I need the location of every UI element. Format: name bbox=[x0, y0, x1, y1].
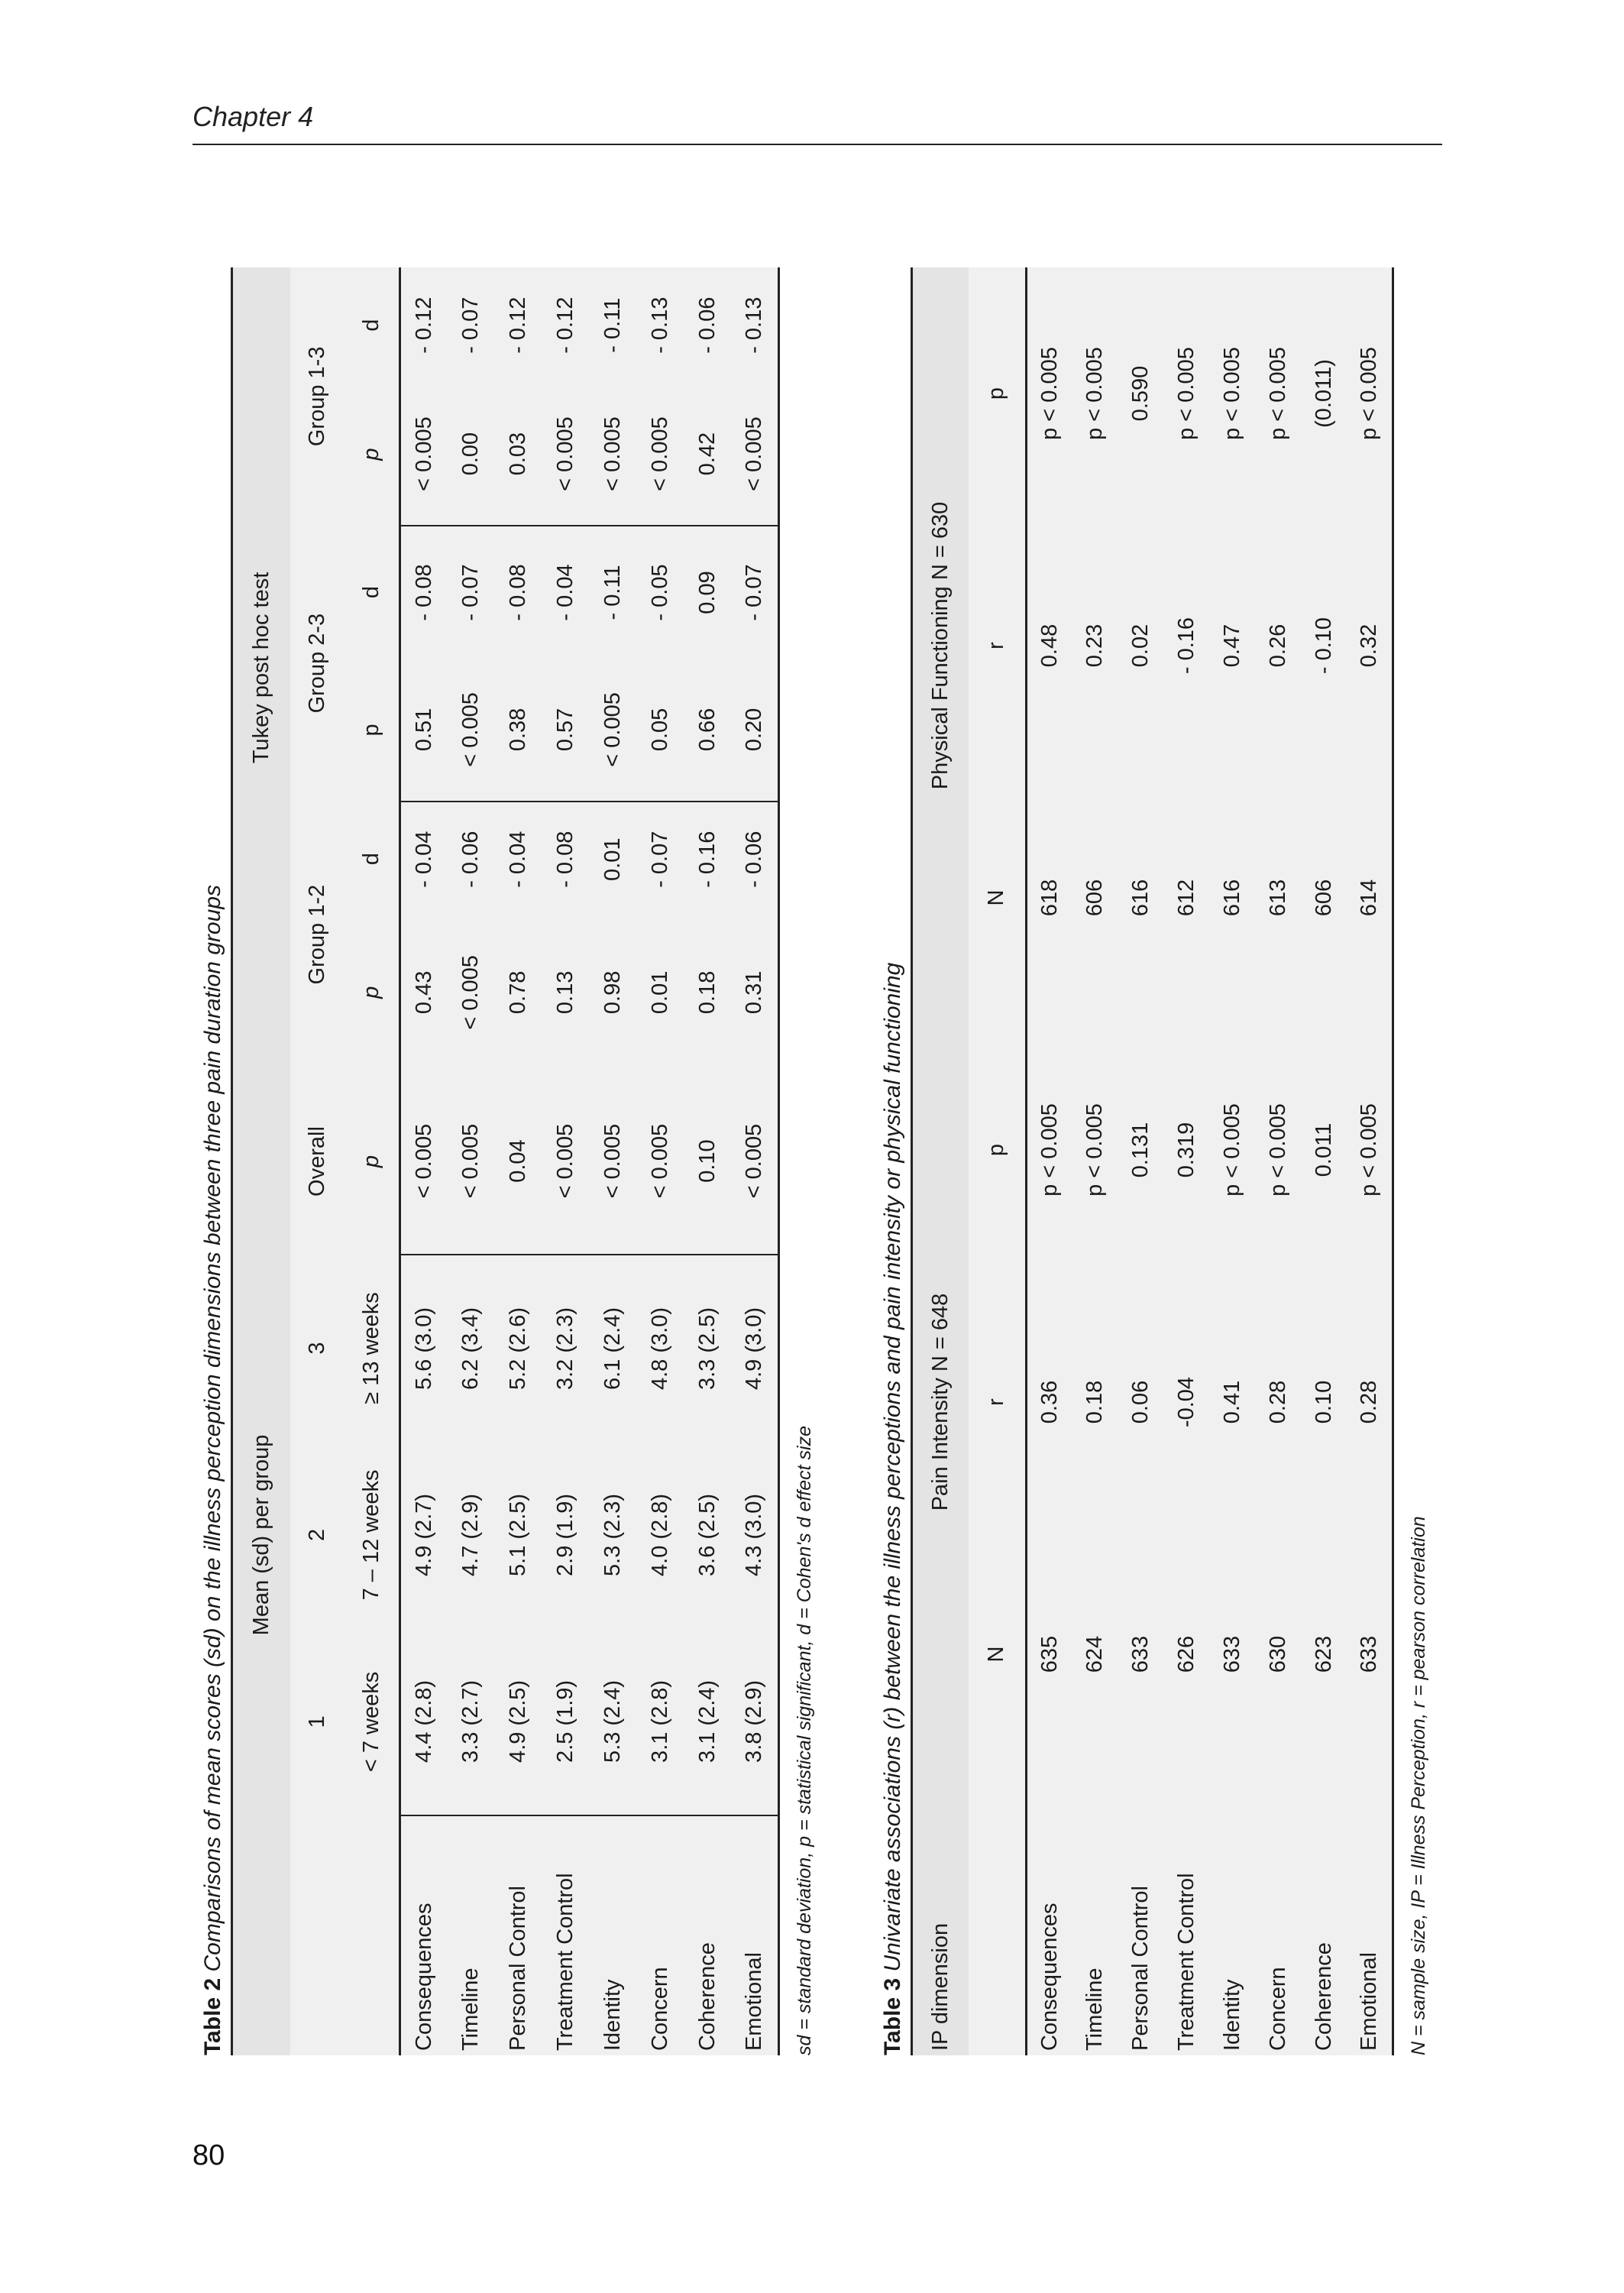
cell: - 0.06 bbox=[448, 802, 495, 917]
cell: - 0.12 bbox=[400, 267, 448, 383]
table-row bbox=[1210, 267, 1256, 2055]
cell: - 0.05 bbox=[637, 526, 684, 659]
table2-p12-label: p bbox=[345, 917, 400, 1068]
cell: p < 0.005 bbox=[1347, 1024, 1393, 1276]
cell: < 0.005 bbox=[542, 1068, 590, 1255]
cell: 614 bbox=[1347, 772, 1393, 1024]
cell: 633 bbox=[1347, 1528, 1393, 1780]
cell: < 0.005 bbox=[448, 1068, 495, 1255]
cell: p < 0.005 bbox=[1072, 1024, 1118, 1276]
table-row bbox=[495, 267, 542, 2055]
cell: - 0.10 bbox=[1302, 520, 1347, 772]
table3-caption-text: Univariate associations (r) between the illness perceptions and pain intensity or physical functioning bbox=[880, 962, 905, 1972]
table2 bbox=[231, 267, 780, 2055]
table-row bbox=[1302, 267, 1347, 2055]
cell: 2.9 (1.9) bbox=[542, 1442, 590, 1628]
cell: 633 bbox=[1210, 1528, 1256, 1780]
cell: < 0.005 bbox=[637, 1068, 684, 1255]
cell: - 0.04 bbox=[400, 802, 448, 917]
table3-note: N = sample size, IP = Illness Perception, r = pearson correlation bbox=[1408, 1516, 1429, 2055]
table2-group1-num: 1 bbox=[290, 1628, 345, 1815]
cell: 0.18 bbox=[1072, 1276, 1118, 1528]
cell: < 0.005 bbox=[448, 659, 495, 801]
cell: 0.011 bbox=[1302, 1024, 1347, 1276]
row-label: Personal Control bbox=[1118, 1780, 1164, 2055]
table2-d23-label: d bbox=[345, 526, 400, 659]
table2-group13: Group 1-3 bbox=[290, 267, 345, 526]
row-label: Consequences bbox=[1027, 1780, 1072, 2055]
cell: < 0.005 bbox=[448, 917, 495, 1068]
cell: 4.9 (3.0) bbox=[732, 1255, 779, 1441]
row-label: Treatment Control bbox=[1164, 1780, 1210, 2055]
table3-pain-header: Pain Intensity N = 648 bbox=[912, 1024, 969, 1780]
cell: 0.48 bbox=[1027, 520, 1072, 772]
cell: - 0.11 bbox=[590, 526, 637, 659]
table2-group2-num: 2 bbox=[290, 1442, 345, 1628]
cell: p < 0.005 bbox=[1347, 267, 1393, 520]
table2-corner bbox=[232, 1815, 290, 2055]
cell: 624 bbox=[1072, 1528, 1118, 1780]
row-label: Coherence bbox=[1302, 1780, 1347, 2055]
table2-range1: < 7 weeks bbox=[345, 1628, 400, 1815]
cell: 635 bbox=[1027, 1528, 1072, 1780]
cell: - 0.11 bbox=[590, 267, 637, 383]
cell: 4.7 (2.9) bbox=[448, 1442, 495, 1628]
cell: 0.28 bbox=[1256, 1276, 1302, 1528]
cell: 616 bbox=[1210, 772, 1256, 1024]
table2-block bbox=[200, 267, 816, 2055]
cell: < 0.005 bbox=[590, 1068, 637, 1255]
cell: - 0.12 bbox=[542, 267, 590, 383]
table3-label: Table 3 bbox=[880, 1977, 905, 2055]
table2-group23: Group 2-3 bbox=[290, 526, 345, 802]
cell: - 0.06 bbox=[684, 267, 732, 383]
table-row bbox=[684, 267, 732, 2055]
cell: 0.09 bbox=[684, 526, 732, 659]
cell: 616 bbox=[1118, 772, 1164, 1024]
row-label: Treatment Control bbox=[542, 1815, 590, 2055]
cell: 6.2 (3.4) bbox=[448, 1255, 495, 1441]
page-number: 80 bbox=[192, 2139, 225, 2172]
cell: 612 bbox=[1164, 772, 1210, 1024]
cell: 0.47 bbox=[1210, 520, 1256, 772]
cell: p < 0.005 bbox=[1210, 267, 1256, 520]
row-label: Emotional bbox=[1347, 1780, 1393, 2055]
table2-caption-text: Comparisons of mean scores (sd) on the illness perception dimensions between three pain duration groups bbox=[200, 885, 225, 1972]
cell: 606 bbox=[1072, 772, 1118, 1024]
cell: 3.8 (2.9) bbox=[732, 1628, 779, 1815]
table2-group3-num: 3 bbox=[290, 1255, 345, 1441]
cell: 0.01 bbox=[637, 917, 684, 1068]
cell: 0.13 bbox=[542, 917, 590, 1068]
cell: 0.01 bbox=[590, 802, 637, 917]
cell: p < 0.005 bbox=[1027, 267, 1072, 520]
table-row bbox=[732, 267, 779, 2055]
cell: p < 0.005 bbox=[1256, 267, 1302, 520]
cell: 0.32 bbox=[1347, 520, 1393, 772]
cell: - 0.04 bbox=[495, 802, 542, 917]
table2-p23-label: p bbox=[345, 659, 400, 801]
cell: 0.42 bbox=[684, 383, 732, 525]
table2-label: Table 2 bbox=[200, 1977, 225, 2055]
table3-col-n1: N bbox=[969, 1528, 1027, 1780]
row-label: Concern bbox=[637, 1815, 684, 2055]
cell: - 0.16 bbox=[684, 802, 732, 917]
table3-col-p1: p bbox=[969, 1024, 1027, 1276]
table3-col-n2: N bbox=[969, 772, 1027, 1024]
cell: p < 0.005 bbox=[1210, 1024, 1256, 1276]
table2-blank bbox=[290, 1815, 345, 2055]
row-label: Concern bbox=[1256, 1780, 1302, 2055]
cell: 0.131 bbox=[1118, 1024, 1164, 1276]
cell: 0.00 bbox=[448, 383, 495, 525]
cell: 0.78 bbox=[495, 917, 542, 1068]
cell: - 0.04 bbox=[542, 526, 590, 659]
table3-col-p2: p bbox=[969, 267, 1027, 520]
cell: 613 bbox=[1256, 772, 1302, 1024]
cell: -0.04 bbox=[1164, 1276, 1210, 1528]
cell: 0.10 bbox=[684, 1068, 732, 1255]
cell: 4.9 (2.5) bbox=[495, 1628, 542, 1815]
table-row bbox=[1072, 267, 1118, 2055]
table-row bbox=[448, 267, 495, 2055]
cell: 0.51 bbox=[400, 659, 448, 801]
row-label: Identity bbox=[1210, 1780, 1256, 2055]
row-label: Identity bbox=[590, 1815, 637, 2055]
cell: - 0.13 bbox=[637, 267, 684, 383]
cell: 5.6 (3.0) bbox=[400, 1255, 448, 1441]
cell: < 0.005 bbox=[590, 383, 637, 525]
chapter-header: Chapter 4 bbox=[192, 101, 314, 132]
cell: 0.57 bbox=[542, 659, 590, 801]
cell: - 0.07 bbox=[637, 802, 684, 917]
cell: 633 bbox=[1118, 1528, 1164, 1780]
cell: p < 0.005 bbox=[1027, 1024, 1072, 1276]
cell: 626 bbox=[1164, 1528, 1210, 1780]
table2-group-header: Mean (sd) per group bbox=[232, 1255, 290, 1815]
cell: 0.28 bbox=[1347, 1276, 1393, 1528]
cell: 5.3 (2.4) bbox=[590, 1628, 637, 1815]
table-row bbox=[542, 267, 590, 2055]
cell: - 0.06 bbox=[732, 802, 779, 917]
cell: < 0.005 bbox=[400, 1068, 448, 1255]
table2-overall-p: p bbox=[345, 1068, 400, 1255]
cell: < 0.005 bbox=[590, 659, 637, 801]
table2-note: sd = standard deviation, p = statistical significant, d = Cohen's d effect size bbox=[794, 1426, 815, 2055]
cell: 0.36 bbox=[1027, 1276, 1072, 1528]
table2-overall-label: Overall bbox=[290, 1068, 345, 1255]
cell: < 0.005 bbox=[400, 383, 448, 525]
row-label: Personal Control bbox=[495, 1815, 542, 2055]
cell: 0.43 bbox=[400, 917, 448, 1068]
table-row bbox=[400, 267, 448, 2055]
cell: 0.31 bbox=[732, 917, 779, 1068]
row-label: Consequences bbox=[400, 1815, 448, 2055]
table2-blank-2 bbox=[345, 1815, 400, 2055]
cell: p < 0.005 bbox=[1164, 267, 1210, 520]
table2-overall-spacer bbox=[232, 1068, 290, 1255]
cell: - 0.13 bbox=[732, 267, 779, 383]
table-row bbox=[1347, 267, 1393, 2055]
cell: 0.23 bbox=[1072, 520, 1118, 772]
cell: - 0.12 bbox=[495, 267, 542, 383]
cell: 0.66 bbox=[684, 659, 732, 801]
table2-d13-label: d bbox=[345, 267, 400, 383]
cell: 5.1 (2.5) bbox=[495, 1442, 542, 1628]
cell: 3.3 (2.7) bbox=[448, 1628, 495, 1815]
cell: 0.26 bbox=[1256, 520, 1302, 772]
cell: < 0.005 bbox=[732, 1068, 779, 1255]
table2-range3: ≥ 13 weeks bbox=[345, 1255, 400, 1441]
table3-ip-header: IP dimension bbox=[912, 1780, 969, 2055]
cell: < 0.005 bbox=[542, 383, 590, 525]
cell: - 0.07 bbox=[448, 526, 495, 659]
cell: 3.1 (2.8) bbox=[637, 1628, 684, 1815]
cell: < 0.005 bbox=[637, 383, 684, 525]
cell: 3.2 (2.3) bbox=[542, 1255, 590, 1441]
cell: - 0.07 bbox=[448, 267, 495, 383]
table2-p13-label: p bbox=[345, 383, 400, 525]
table-row bbox=[1027, 267, 1072, 2055]
table-row bbox=[590, 267, 637, 2055]
cell: 0.98 bbox=[590, 917, 637, 1068]
cell: 4.9 (2.7) bbox=[400, 1442, 448, 1628]
cell: 0.590 bbox=[1118, 267, 1164, 520]
cell: 0.04 bbox=[495, 1068, 542, 1255]
table3-col-r2: r bbox=[969, 520, 1027, 772]
table2-group12: Group 1-2 bbox=[290, 802, 345, 1068]
cell: 606 bbox=[1302, 772, 1347, 1024]
table3-block bbox=[880, 267, 1430, 2055]
cell: 0.20 bbox=[732, 659, 779, 801]
cell: 5.3 (2.3) bbox=[590, 1442, 637, 1628]
table2-caption bbox=[200, 267, 226, 2055]
cell: - 0.08 bbox=[400, 526, 448, 659]
table3 bbox=[911, 267, 1394, 2055]
cell: 0.18 bbox=[684, 917, 732, 1068]
table-row bbox=[1118, 267, 1164, 2055]
table-row bbox=[637, 267, 684, 2055]
cell: - 0.08 bbox=[542, 802, 590, 917]
cell: < 0.005 bbox=[732, 383, 779, 525]
table3-caption bbox=[880, 267, 906, 2055]
table2-d12-label: d bbox=[345, 802, 400, 917]
cell: 623 bbox=[1302, 1528, 1347, 1780]
cell: - 0.07 bbox=[732, 526, 779, 659]
cell: 0.06 bbox=[1118, 1276, 1164, 1528]
cell: 0.319 bbox=[1164, 1024, 1210, 1276]
cell: 0.02 bbox=[1118, 520, 1164, 772]
table2-range2: 7 – 12 weeks bbox=[345, 1442, 400, 1628]
row-label: Coherence bbox=[684, 1815, 732, 2055]
cell: 0.41 bbox=[1210, 1276, 1256, 1528]
cell: 0.10 bbox=[1302, 1276, 1347, 1528]
cell: 0.38 bbox=[495, 659, 542, 801]
cell: (0.011) bbox=[1302, 267, 1347, 520]
table3-blank bbox=[969, 1780, 1027, 2055]
cell: p < 0.005 bbox=[1256, 1024, 1302, 1276]
cell: 0.05 bbox=[637, 659, 684, 801]
cell: 4.8 (3.0) bbox=[637, 1255, 684, 1441]
cell: 4.0 (2.8) bbox=[637, 1442, 684, 1628]
cell: - 0.08 bbox=[495, 526, 542, 659]
header-rule bbox=[192, 144, 1442, 145]
row-label: Emotional bbox=[732, 1815, 779, 2055]
cell: 618 bbox=[1027, 772, 1072, 1024]
cell: - 0.16 bbox=[1164, 520, 1210, 772]
cell: 3.3 (2.5) bbox=[684, 1255, 732, 1441]
cell: 3.6 (2.5) bbox=[684, 1442, 732, 1628]
cell: p < 0.005 bbox=[1072, 267, 1118, 520]
table3-col-r1: r bbox=[969, 1276, 1027, 1528]
cell: 6.1 (2.4) bbox=[590, 1255, 637, 1441]
cell: 0.03 bbox=[495, 383, 542, 525]
cell: 4.3 (3.0) bbox=[732, 1442, 779, 1628]
row-label: Timeline bbox=[448, 1815, 495, 2055]
cell: 3.1 (2.4) bbox=[684, 1628, 732, 1815]
cell: 4.4 (2.8) bbox=[400, 1628, 448, 1815]
table-row bbox=[1256, 267, 1302, 2055]
table-row bbox=[1164, 267, 1210, 2055]
table2-tukey-header: Tukey post hoc test bbox=[232, 267, 290, 1068]
row-label: Timeline bbox=[1072, 1780, 1118, 2055]
cell: 5.2 (2.6) bbox=[495, 1255, 542, 1441]
table3-phys-header: Physical Functioning N = 630 bbox=[912, 267, 969, 1024]
cell: 630 bbox=[1256, 1528, 1302, 1780]
cell: 2.5 (1.9) bbox=[542, 1628, 590, 1815]
